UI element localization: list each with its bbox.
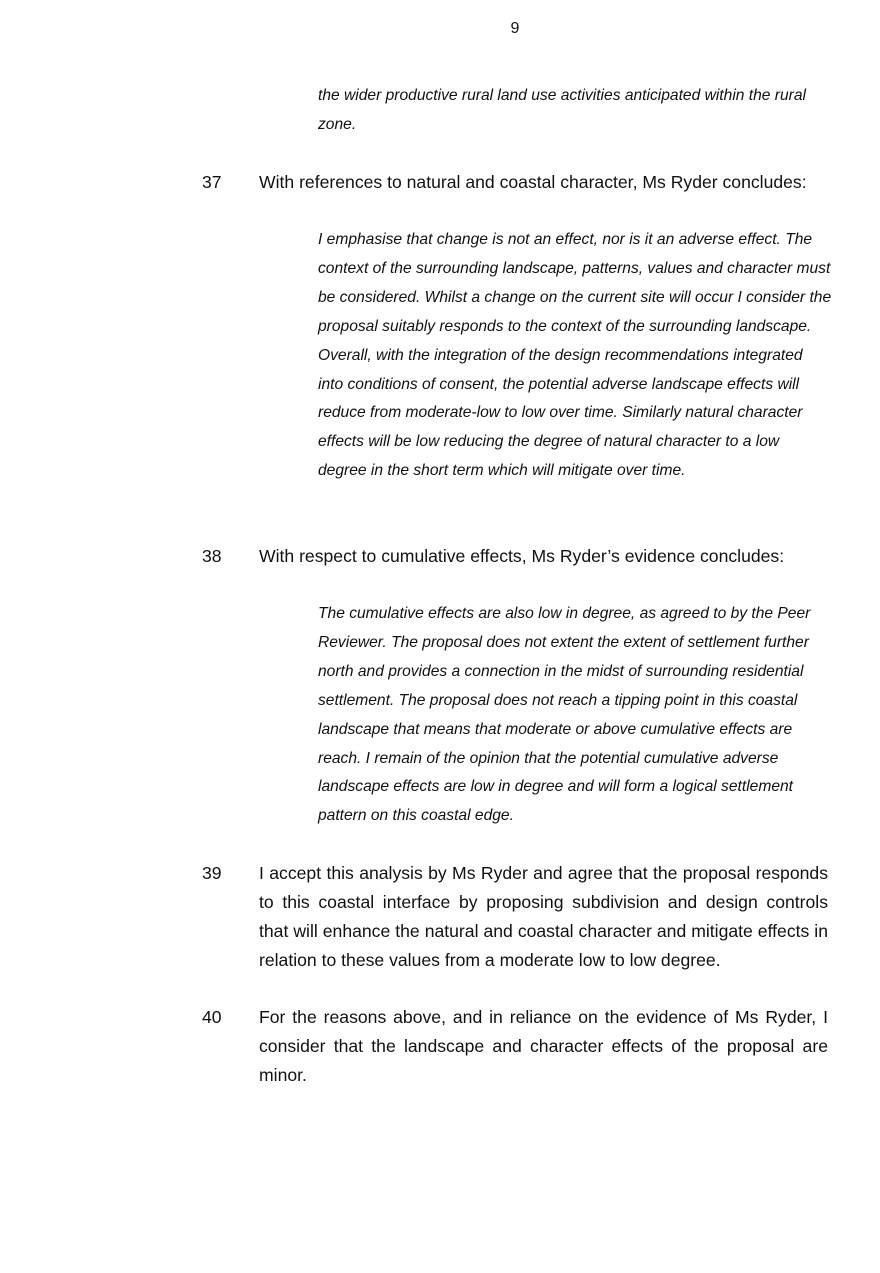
paragraph-40 — [202, 1003, 828, 1090]
paragraph-text: For the reasons above, and in reliance on the evidence of Ms Ryder, I consider that the landscape and character effects of the proposal are minor. — [259, 1007, 828, 1085]
paragraph-text: With references to natural and coastal character, Ms Ryder concludes: — [259, 172, 807, 192]
page-number: 9 — [510, 20, 520, 37]
paragraph-38 — [202, 542, 828, 571]
paragraph-text: With respect to cumulative effects, Ms Ryder’s evidence concludes: — [259, 546, 785, 566]
paragraph-39 — [202, 859, 828, 975]
paragraph-37 — [202, 168, 828, 197]
quote-natural-character: I emphasise that change is not an effect, nor is it an adverse effect. The context of the surrounding landscape, patterns, values and character must be considered. Whilst a change on the current site will occur I consider the proposal suitably responds to the context of the surrounding landscape. Overall, with the integration of the design recommendations integrated into conditions of consent, the potential adverse landscape effects will reduce from moderate-low to low over time. Similarly natural character effects will be low reducing the degree of natural character to a low degree in the short term which will mitigate over time. — [318, 231, 832, 480]
quote-continued: the wider productive rural land use activities anticipated within the rural zone. — [318, 87, 806, 133]
quote-cumulative-effects: The cumulative effects are also low in degree, as agreed to by the Peer Reviewer. The proposal does not extent the extent of settlement further north and provides a connection in the midst of surrounding residential settlement. The proposal does not reach a tipping point in this coastal landscape that means that moderate or above cumulative effects are reach. I remain of the opinion that the potential cumulative adverse landscape effects are low in degree and will form a logical settlement pattern on this coastal edge. — [318, 605, 811, 825]
paragraph-number: 37 — [202, 172, 222, 192]
paragraph-number: 38 — [202, 546, 222, 566]
paragraph-text: I accept this analysis by Ms Ryder and agree that the proposal responds to this coastal interface by proposing subdivision and design controls that will enhance the natural and coastal character and mitigate effects in relation to these values from a moderate low to low degree. — [259, 863, 828, 970]
paragraph-number: 40 — [202, 1007, 222, 1027]
paragraph-number: 39 — [202, 863, 222, 883]
